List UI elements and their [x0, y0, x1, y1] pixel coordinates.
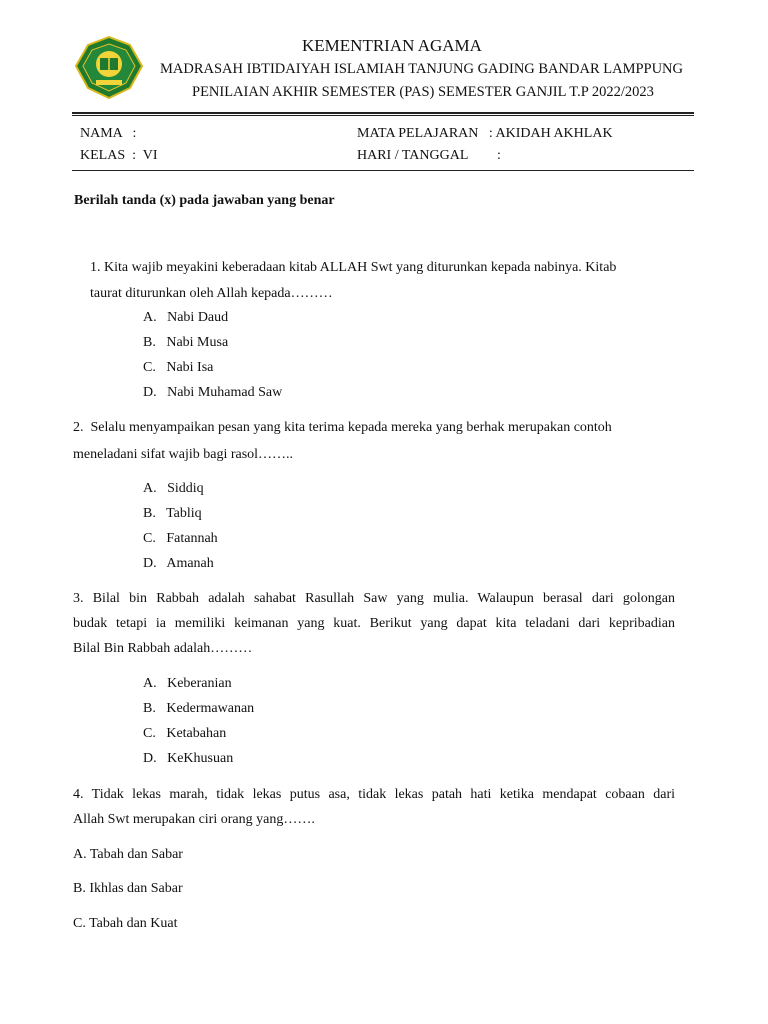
question-3-line-2: budak tetapi ia memiliki keimanan yang kuat. Berikut yang dapat kita teladani dari kepribadian [73, 616, 675, 631]
question-3-line-1: 3. Bilal bin Rabbah adalah sahabat Rasullah Saw yang mulia. Walaupun berasal dari golongan [73, 591, 675, 606]
question-1-option-d[interactable]: D. Nabi Muhamad Saw [143, 385, 283, 400]
question-3-option-d[interactable]: D. KeKhusuan [143, 751, 234, 766]
question-2-option-c[interactable]: C. Fatannah [143, 531, 218, 546]
question-4-option-a[interactable]: A. Tabah dan Sabar [73, 847, 183, 862]
kemenag-emblem-icon [74, 36, 144, 100]
question-2-option-b[interactable]: B. Tabliq [143, 506, 202, 521]
question-3-option-c[interactable]: C. Ketabahan [143, 726, 227, 741]
header-divider-thin [72, 115, 694, 116]
question-2-line-2: meneladani sifat wajib bagi rasol…….. [73, 447, 294, 462]
question-2-line-1: 2. Selalu menyampaikan pesan yang kita terima kepada mereka yang berhak merupakan contoh [73, 420, 612, 435]
hari-field: HARI / TANGGAL [357, 148, 469, 163]
question-3-option-b[interactable]: B. Kedermawanan [143, 701, 255, 716]
question-4-option-b[interactable]: B. Ikhlas dan Sabar [73, 881, 183, 896]
question-3-option-a[interactable]: A. Keberanian [143, 676, 232, 691]
ministry-title: KEMENTRIAN AGAMA [302, 36, 482, 55]
question-4-line-2: Allah Swt merupakan ciri orang yang……. [73, 812, 315, 827]
question-1-option-b[interactable]: B. Nabi Musa [143, 335, 229, 350]
question-3-line-3: Bilal Bin Rabbah adalah……… [73, 641, 253, 656]
kelas-field: KELAS : VI [80, 148, 158, 163]
question-2-option-d[interactable]: D. Amanah [143, 556, 214, 571]
question-2-option-a[interactable]: A. Siddiq [143, 481, 204, 496]
question-1-line-2: taurat diturunkan oleh Allah kepada……… [90, 286, 333, 301]
question-4-option-c[interactable]: C. Tabah dan Kuat [73, 916, 178, 931]
exam-title: PENILAIAN AKHIR SEMESTER (PAS) SEMESTER GANJIL T.P 2022/2023 [192, 84, 654, 100]
identity-divider [72, 170, 694, 171]
mapel-field: MATA PELAJARAN : AKIDAH AKHLAK [357, 126, 613, 141]
question-1-option-c[interactable]: C. Nabi Isa [143, 360, 214, 375]
question-4-line-1: 4. Tidak lekas marah, tidak lekas putus asa, tidak lekas patah hati ketika mendapat cobaan dari [73, 787, 675, 802]
nama-field: NAMA : [80, 126, 137, 141]
header-divider [72, 112, 694, 114]
hari-colon: : [497, 148, 501, 163]
instruction: Berilah tanda (x) pada jawaban yang benar [74, 193, 335, 208]
question-1-option-a[interactable]: A. Nabi Daud [143, 310, 229, 325]
question-1-line-1: 1. Kita wajib meyakini keberadaan kitab ALLAH Swt yang diturunkan kepada nabinya. Kitab [90, 260, 617, 275]
school-name: MADRASAH IBTIDAIYAH ISLAMIAH TANJUNG GADING BANDAR LAMPPUNG [160, 61, 683, 77]
